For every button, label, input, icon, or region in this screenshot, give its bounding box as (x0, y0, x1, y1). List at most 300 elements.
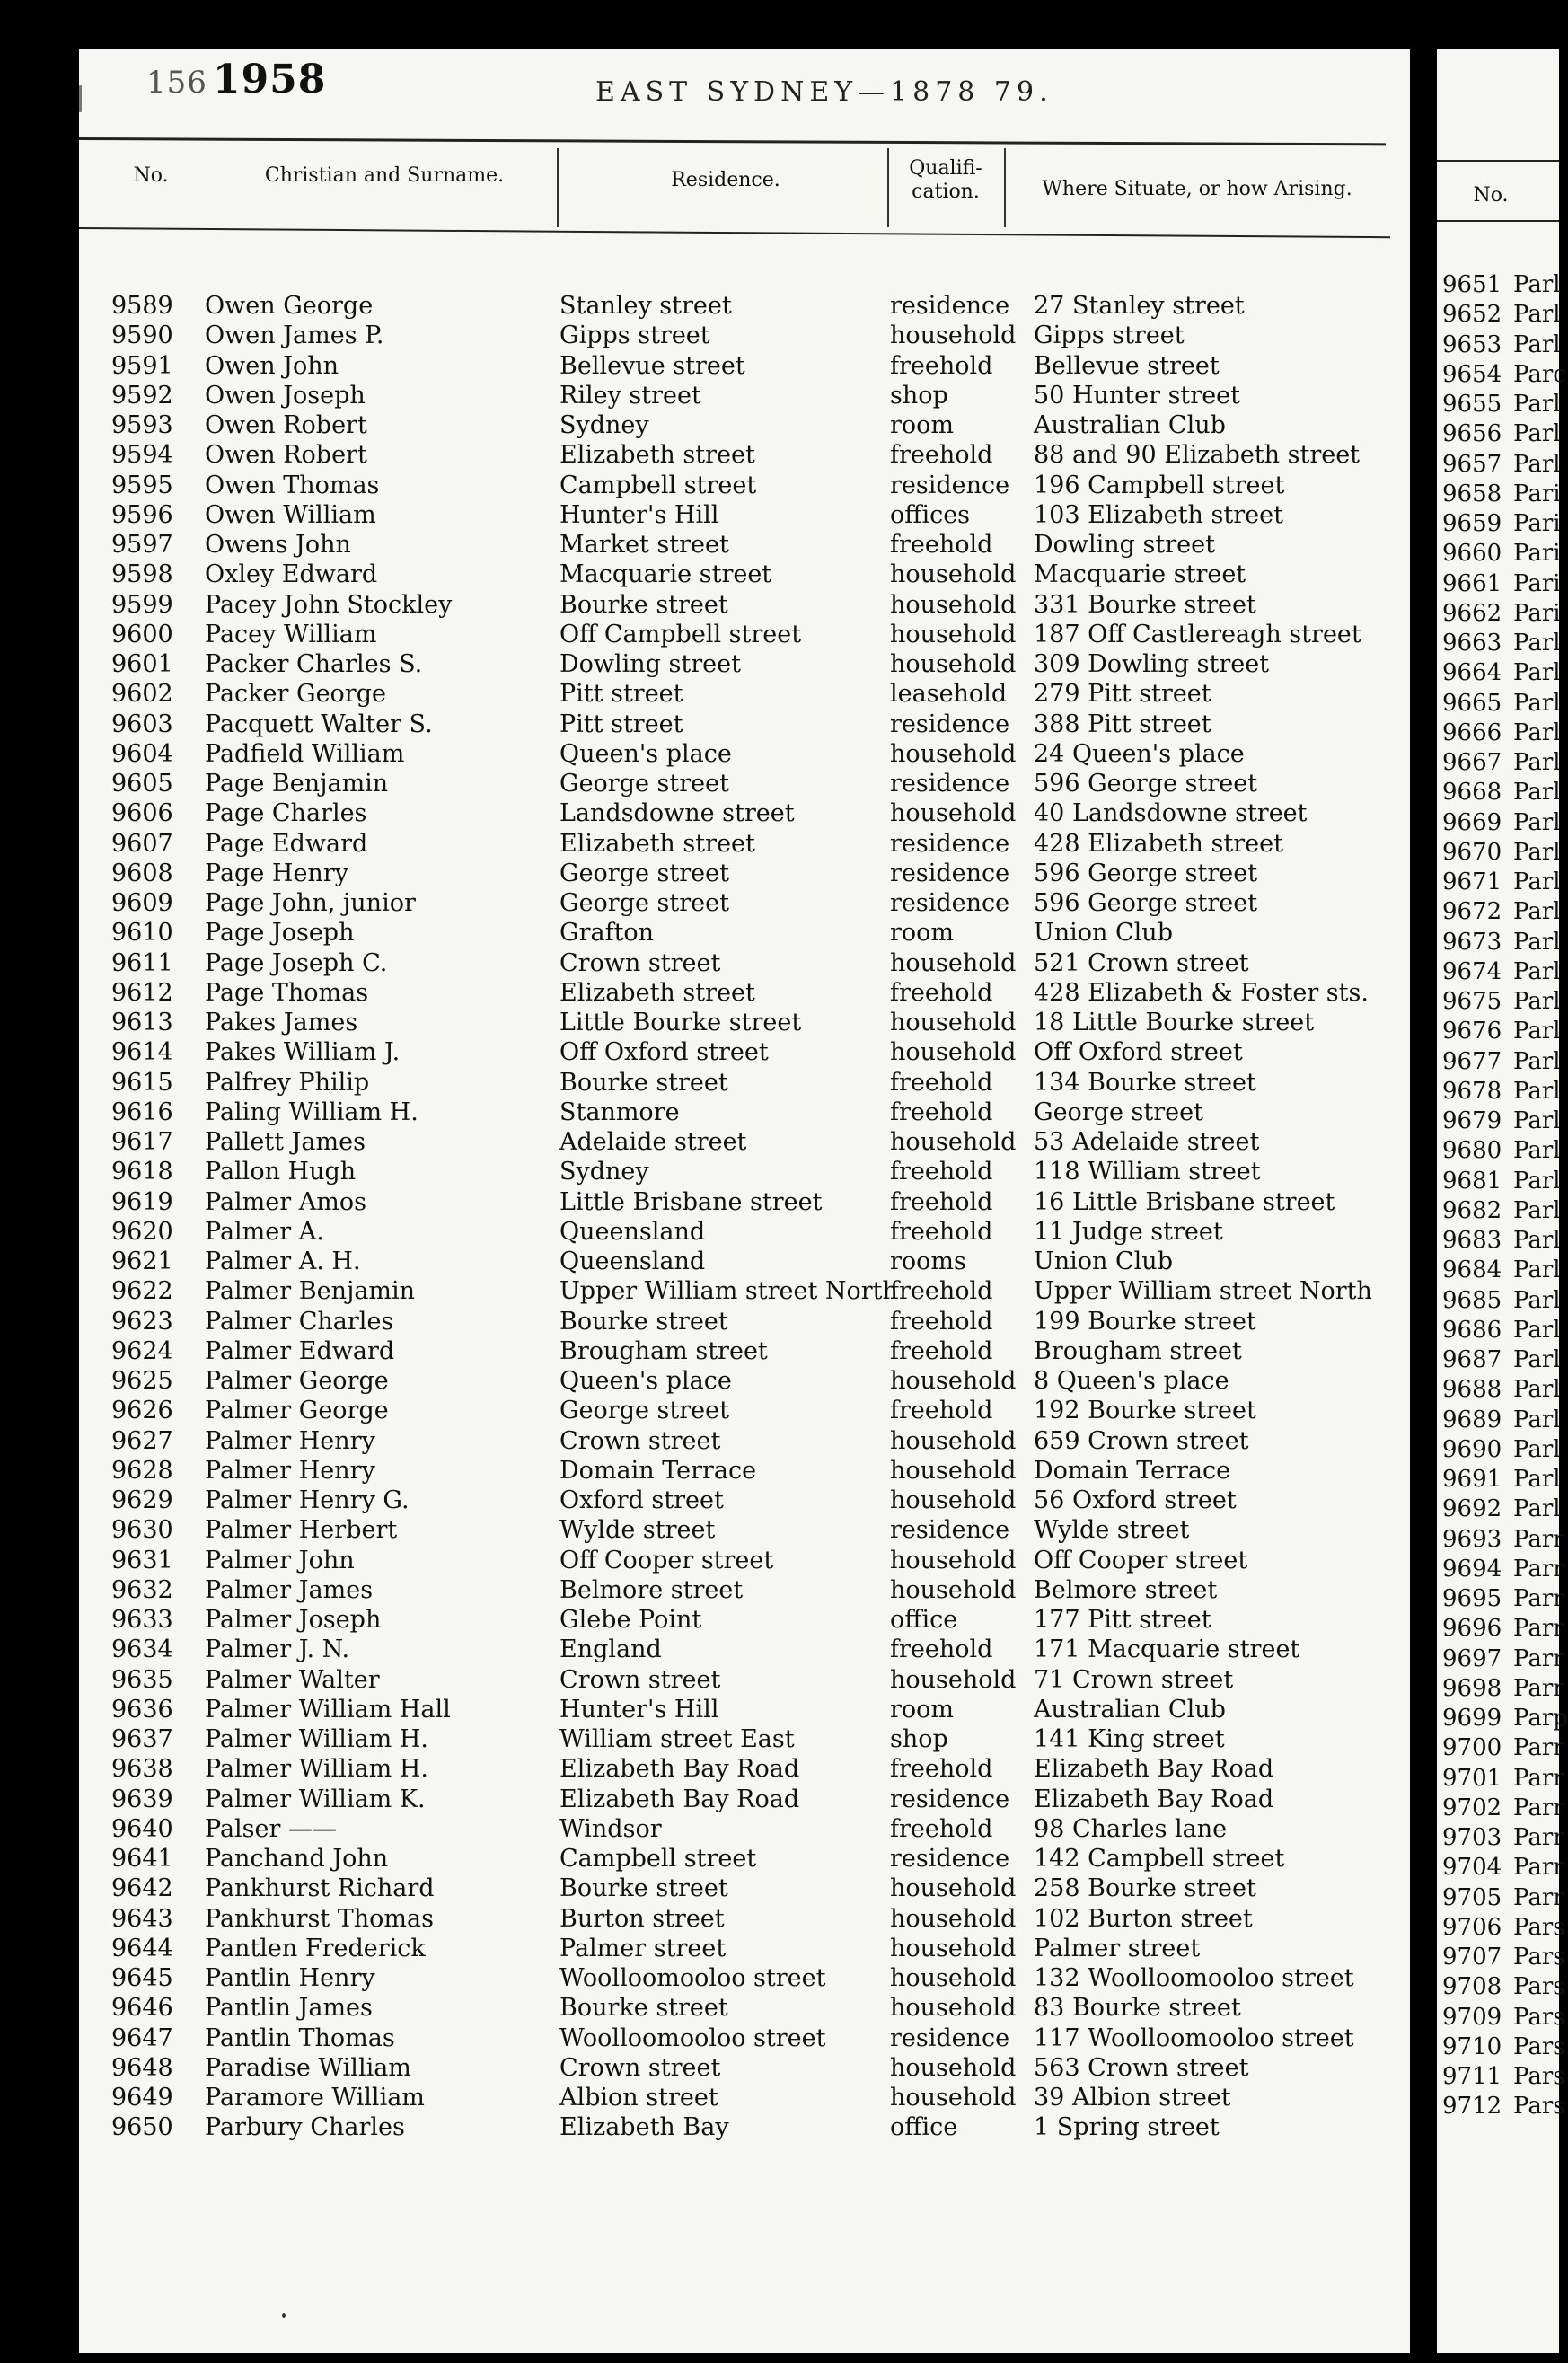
table-row (79, 292, 1410, 322)
entry-residence: Grafton (559, 919, 655, 948)
table-row (79, 1098, 1410, 1128)
entry-number: 9616 (111, 1098, 173, 1126)
entry-residence: Off Oxford street (559, 1038, 769, 1067)
facing-table-row (1437, 1227, 1559, 1256)
facing-table-row (1437, 809, 1559, 839)
facing-entry-name: Parl (1513, 749, 1561, 776)
entry-number: 9602 (111, 680, 173, 709)
facing-table-row (1437, 779, 1559, 808)
entry-qualification: residence (890, 770, 1010, 798)
facing-entry-number: 9686 (1442, 1316, 1502, 1344)
entry-residence: George street (559, 889, 729, 917)
facing-entry-name: Parr (1513, 1644, 1564, 1672)
entry-qualification: shop (890, 381, 948, 410)
table-row (79, 1457, 1410, 1486)
column-header-qualification: Qualifi- cation. (909, 157, 982, 203)
entry-qualification: household (890, 650, 1017, 678)
table-row (79, 710, 1410, 740)
entry-number: 9641 (111, 1845, 173, 1873)
facing-header-rule-bottom (1437, 220, 1559, 222)
entry-residence: Glebe Point (559, 1606, 702, 1634)
entry-qualification: freehold (890, 1755, 993, 1784)
entry-qualification: household (890, 1426, 1017, 1455)
entry-name: Pakes William J. (205, 1038, 401, 1067)
entry-name: Palmer Henry (205, 1456, 375, 1485)
facing-entry-name: Parl (1513, 988, 1561, 1015)
facing-entry-number: 9689 (1442, 1406, 1502, 1433)
entry-where-situate: 428 Elizabeth street (1034, 829, 1283, 858)
entry-residence: Riley street (559, 381, 701, 410)
entry-where-situate: Union Club (1034, 919, 1173, 948)
entry-qualification: freehold (890, 1397, 993, 1425)
speck-mark (282, 2313, 286, 2318)
entry-name: Palmer John (205, 1546, 355, 1574)
facing-table-row (1437, 570, 1559, 600)
facing-entry-name: Pars (1513, 1944, 1565, 1971)
facing-entry-name: Parl (1513, 928, 1561, 956)
facing-entry-name: Parl (1513, 898, 1561, 926)
table-row (79, 441, 1410, 471)
facing-entry-name: Parl (1513, 689, 1561, 717)
entry-number: 9601 (111, 650, 173, 678)
facing-table-row (1437, 301, 1559, 331)
entry-name: Pankhurst Thomas (205, 1904, 434, 1933)
facing-entry-name: Parl (1513, 271, 1561, 298)
entry-where-situate: 39 Albion street (1034, 2084, 1231, 2112)
entry-residence: Dowling street (559, 650, 741, 678)
facing-entry-number: 9692 (1442, 1495, 1502, 1523)
facing-table-row (1437, 1913, 1565, 1944)
entry-where-situate: 50 Hunter street (1034, 381, 1241, 410)
entry-number: 9631 (111, 1546, 173, 1574)
entry-number: 9609 (111, 889, 173, 917)
facing-page (1437, 49, 1568, 2353)
facing-table-row (1437, 1078, 1559, 1107)
facing-entry-number: 9707 (1442, 1944, 1502, 1971)
entry-number: 9625 (111, 1367, 173, 1395)
header-rule-top (79, 137, 1386, 145)
entry-residence: Adelaide street (559, 1128, 747, 1156)
entry-where-situate: 428 Elizabeth & Foster sts. (1034, 978, 1369, 1007)
entry-number: 9596 (111, 500, 173, 529)
entry-where-situate: 192 Bourke street (1034, 1397, 1256, 1425)
facing-entry-name: Pars (1513, 1913, 1565, 1941)
entry-qualification: freehold (890, 1636, 993, 1664)
facing-table-row (1437, 1256, 1559, 1286)
facing-entry-number: 9673 (1442, 928, 1502, 956)
table-row (79, 860, 1410, 889)
facing-entry-number: 9698 (1442, 1674, 1502, 1702)
facing-table-row (1437, 1644, 1564, 1675)
entry-name: Panchand John (205, 1845, 389, 1873)
entry-residence: Domain Terrace (559, 1456, 757, 1485)
entry-name: Palfrey Philip (205, 1068, 370, 1097)
table-row (79, 740, 1410, 770)
entry-qualification: offices (890, 500, 971, 529)
entry-number: 9637 (111, 1725, 173, 1753)
facing-table-row (1437, 1555, 1564, 1585)
facing-entry-name: Pars (1513, 1973, 1565, 2001)
entry-residence: Campbell street (559, 471, 757, 499)
entry-qualification: residence (890, 710, 1010, 738)
facing-entry-number: 9653 (1442, 331, 1502, 358)
entry-number: 9624 (111, 1336, 173, 1365)
entry-qualification: freehold (890, 351, 993, 380)
facing-entry-name: Parl (1513, 301, 1561, 329)
table-row (79, 2084, 1410, 2113)
entry-qualification: freehold (890, 1814, 993, 1843)
facing-entry-number: 9657 (1442, 450, 1502, 478)
entry-name: Palmer Charles (205, 1307, 394, 1336)
entry-residence: Pitt street (559, 710, 683, 738)
entry-residence: Macquarie street (559, 560, 772, 589)
facing-table-row (1437, 1883, 1564, 1914)
entry-number: 9627 (111, 1426, 173, 1455)
table-row (79, 1845, 1410, 1874)
table-row (79, 1427, 1410, 1457)
entry-name: Pakes James (205, 1009, 358, 1036)
entry-number: 9617 (111, 1128, 173, 1156)
facing-table-row (1437, 1615, 1564, 1644)
table-row (79, 1009, 1410, 1038)
facing-table-row (1437, 749, 1559, 779)
facing-entry-number: 9688 (1442, 1376, 1502, 1404)
entry-qualification: household (890, 1009, 1017, 1036)
entry-where-situate: Belmore street (1034, 1575, 1218, 1604)
table-row (79, 949, 1410, 979)
table-row (79, 680, 1410, 710)
entry-number: 9635 (111, 1665, 173, 1694)
facing-entry-name: Parl (1513, 1376, 1561, 1404)
entry-number: 9639 (111, 1785, 173, 1813)
table-row (79, 591, 1410, 621)
entry-where-situate: Domain Terrace (1034, 1456, 1231, 1485)
entry-name: Palmer Walter (205, 1665, 380, 1694)
entry-qualification: household (890, 620, 1017, 648)
facing-table-row (1437, 1018, 1559, 1047)
table-row (79, 1725, 1410, 1755)
facing-entry-number: 9658 (1442, 480, 1502, 507)
facing-table-row (1437, 481, 1559, 510)
entry-where-situate: 118 William street (1034, 1158, 1261, 1186)
entry-where-situate: 521 Crown street (1034, 948, 1249, 977)
facing-entry-name: Parl (1513, 1406, 1561, 1433)
entry-where-situate: 563 Crown street (1034, 2053, 1249, 2082)
entry-name: Palmer Henry (205, 1426, 375, 1455)
entry-number: 9622 (111, 1277, 173, 1306)
entry-number: 9612 (111, 978, 173, 1007)
entry-qualification: household (890, 1575, 1017, 1604)
facing-table-row (1437, 719, 1559, 749)
entry-name: Packer George (205, 680, 386, 709)
table-row (79, 411, 1410, 441)
entry-qualification: residence (890, 1516, 1010, 1545)
entry-number: 9649 (111, 2084, 173, 2112)
entry-where-situate: 331 Bourke street (1034, 590, 1256, 619)
table-row (79, 979, 1410, 1009)
entry-number: 9648 (111, 2053, 173, 2082)
facing-entry-number: 9651 (1442, 271, 1502, 298)
facing-table-row (1437, 1197, 1559, 1227)
entry-qualification: household (890, 322, 1017, 350)
facing-entry-name: Parl (1513, 719, 1561, 746)
facing-entry-name: Parl (1513, 630, 1561, 657)
facing-table-row (1437, 1585, 1564, 1615)
table-row (79, 322, 1410, 351)
facing-entry-number: 9712 (1442, 2093, 1502, 2121)
facing-table-row (1437, 1048, 1559, 1078)
entry-residence: Bourke street (559, 590, 728, 619)
table-row (79, 1038, 1410, 1068)
entry-qualification: residence (890, 889, 1010, 917)
facing-table-row (1437, 1764, 1564, 1794)
column-header-no: No. (133, 164, 169, 187)
entry-number: 9593 (111, 411, 173, 439)
entry-where-situate: 27 Stanley street (1034, 292, 1245, 320)
entry-where-situate: 117 Woolloomooloo street (1034, 2024, 1354, 2052)
table-row (79, 799, 1410, 829)
entry-number: 9629 (111, 1486, 173, 1514)
facing-entry-name: Parl (1513, 868, 1561, 895)
entry-where-situate: 16 Little Brisbane street (1034, 1187, 1335, 1216)
entry-name: Page Edward (205, 829, 368, 858)
facing-table-row (1437, 2032, 1565, 2063)
entry-where-situate: 177 Pitt street (1034, 1606, 1211, 1634)
entry-number: 9650 (111, 2113, 173, 2142)
entry-residence: William street East (559, 1725, 795, 1753)
entry-name: Palmer A. H. (205, 1248, 361, 1275)
entry-name: Page Joseph C. (205, 948, 388, 977)
facing-table-row (1437, 1317, 1559, 1346)
facing-entry-name: Pars (1513, 2093, 1565, 2121)
entry-number: 9594 (111, 441, 173, 470)
entry-residence: England (559, 1636, 662, 1664)
facing-table-row (1437, 391, 1559, 420)
facing-entry-name: Parl (1513, 1107, 1561, 1134)
entry-name: Page Thomas (205, 978, 369, 1007)
entry-qualification: residence (890, 829, 1010, 858)
facing-table-row (1437, 360, 1566, 391)
entry-where-situate: Off Cooper street (1034, 1546, 1248, 1574)
entry-where-situate: 88 and 90 Elizabeth street (1034, 441, 1361, 470)
table-row (79, 1755, 1410, 1785)
entry-residence: Market street (559, 531, 729, 559)
facing-table-row (1437, 1944, 1565, 1973)
entry-name: Palmer James (205, 1575, 374, 1604)
table-row (79, 2054, 1410, 2084)
entry-residence: Crown street (559, 1426, 721, 1455)
facing-entry-name: Parc (1513, 360, 1566, 388)
facing-entry-number: 9701 (1442, 1764, 1502, 1792)
entry-name: Pallett James (205, 1128, 366, 1156)
entry-where-situate: 142 Campbell street (1034, 1845, 1285, 1873)
entry-where-situate: 659 Crown street (1034, 1426, 1249, 1455)
entry-where-situate: Elizabeth Bay Road (1034, 1755, 1274, 1784)
entry-residence: George street (559, 770, 729, 798)
entry-residence: Queen's place (559, 739, 732, 768)
entry-qualification: freehold (890, 1187, 993, 1216)
table-row (79, 830, 1410, 860)
entry-where-situate: 132 Woolloomooloo street (1034, 1964, 1354, 1992)
facing-entry-number: 9674 (1442, 957, 1502, 985)
facing-table-row (1437, 600, 1559, 630)
entry-qualification: household (890, 1934, 1017, 1962)
facing-entry-name: Parp (1513, 1705, 1568, 1732)
entry-where-situate: 83 Bourke street (1034, 1994, 1241, 2023)
facing-entry-number: 9685 (1442, 1286, 1502, 1314)
entry-where-situate: Australian Club (1034, 1695, 1226, 1724)
facing-column-header-no: No. (1473, 184, 1509, 207)
table-row (79, 1277, 1410, 1307)
entry-number: 9599 (111, 590, 173, 619)
entry-name: Pacey William (205, 620, 377, 648)
entry-qualification: household (890, 948, 1017, 977)
entry-qualification: household (890, 2084, 1017, 2112)
entry-residence: Sydney (559, 1158, 649, 1186)
entry-residence: Queen's place (559, 1367, 732, 1395)
facing-table-row (1437, 958, 1559, 988)
running-title: EAST SYDNEY—1878 79. (595, 76, 1053, 108)
entry-where-situate: 71 Crown street (1034, 1665, 1234, 1694)
facing-entry-name: Parr (1513, 1585, 1564, 1612)
facing-entry-name: Parl (1513, 1227, 1561, 1254)
entry-qualification: office (890, 1606, 958, 1634)
facing-entry-name: Parl (1513, 391, 1561, 418)
entry-where-situate: 56 Oxford street (1034, 1486, 1237, 1514)
entry-qualification: household (890, 1128, 1017, 1156)
entry-number: 9610 (111, 919, 173, 948)
facing-entry-name: Parl (1513, 1316, 1561, 1344)
facing-entry-number: 9666 (1442, 719, 1502, 746)
entry-name: Paradise William (205, 2053, 411, 2082)
facing-entry-number: 9678 (1442, 1077, 1502, 1105)
facing-entry-number: 9682 (1442, 1196, 1502, 1224)
table-row (79, 1308, 1410, 1337)
facing-entry-number: 9702 (1442, 1794, 1502, 1821)
column-divider-1 (557, 148, 559, 227)
facing-entry-number: 9667 (1442, 749, 1502, 776)
entry-name: Oxley Edward (205, 560, 378, 589)
facing-table-row (1437, 1854, 1564, 1883)
entry-qualification: household (890, 1456, 1017, 1485)
entry-number: 9645 (111, 1964, 173, 1992)
entry-qualification: household (890, 1367, 1017, 1395)
facing-entry-number: 9700 (1442, 1734, 1502, 1762)
table-row (79, 621, 1410, 650)
table-row (79, 472, 1410, 501)
facing-entry-number: 9696 (1442, 1615, 1502, 1643)
entry-number: 9592 (111, 381, 173, 410)
facing-entry-number: 9652 (1442, 301, 1502, 329)
facing-table-row (1437, 1674, 1564, 1705)
entry-where-situate: Bellevue street (1034, 351, 1220, 380)
table-row (79, 1486, 1410, 1516)
entry-qualification: household (890, 560, 1017, 589)
facing-entry-name: Parr (1513, 1674, 1564, 1702)
entry-qualification: household (890, 1874, 1017, 1903)
facing-table-row (1437, 331, 1559, 361)
entry-qualification: household (890, 1486, 1017, 1514)
entry-qualification: freehold (890, 1158, 993, 1186)
table-row (79, 1815, 1410, 1845)
entry-name: Owen John (205, 351, 339, 380)
facing-entry-name: Parl (1513, 1286, 1561, 1314)
facing-entry-name: Parr (1513, 1854, 1564, 1882)
entry-where-situate: Union Club (1034, 1248, 1173, 1275)
entry-residence: Belmore street (559, 1575, 744, 1604)
entry-where-situate: 187 Off Castlereagh street (1034, 620, 1361, 648)
facing-entry-number: 9665 (1442, 689, 1502, 717)
entry-where-situate: 596 George street (1034, 889, 1258, 917)
entry-where-situate: Wylde street (1034, 1516, 1190, 1545)
facing-entry-name: Parr (1513, 1615, 1564, 1643)
table-row (79, 531, 1410, 560)
entry-where-situate: George street (1034, 1098, 1203, 1126)
facing-entry-number: 9704 (1442, 1854, 1502, 1882)
entry-name: Pantlin James (205, 1994, 373, 2023)
entry-residence: Woolloomooloo street (559, 2024, 826, 2052)
entry-residence: Oxford street (559, 1486, 724, 1514)
entry-qualification: residence (890, 2024, 1010, 2052)
table-row (79, 770, 1410, 799)
table-row (79, 1069, 1410, 1098)
facing-entry-name: Parr (1513, 1764, 1564, 1792)
entry-name: Owens John (205, 531, 351, 559)
entry-residence: Hunter's Hill (559, 1695, 719, 1724)
table-row (79, 919, 1410, 948)
facing-table-row (1437, 2093, 1565, 2122)
facing-entry-name: Parl (1513, 450, 1561, 478)
facing-entry-number: 9690 (1442, 1435, 1502, 1463)
facing-entry-name: Parl (1513, 838, 1561, 866)
entry-number: 9632 (111, 1575, 173, 1604)
entry-name: Palmer A. (205, 1217, 324, 1246)
entry-residence: Little Bourke street (559, 1009, 802, 1036)
facing-table-row (1437, 1287, 1559, 1317)
entry-number: 9608 (111, 859, 173, 887)
table-row (79, 1666, 1410, 1696)
entry-number: 9647 (111, 2024, 173, 2052)
entry-residence: Bourke street (559, 1068, 728, 1097)
entry-where-situate: 11 Judge street (1034, 1217, 1223, 1246)
entry-number: 9600 (111, 620, 173, 648)
entry-name: Pantlin Henry (205, 1964, 375, 1992)
entry-where-situate: Macquarie street (1034, 560, 1246, 589)
facing-table-row (1437, 1973, 1565, 2003)
entry-name: Owen Joseph (205, 381, 366, 410)
entry-number: 9614 (111, 1038, 173, 1067)
entry-name: Page Joseph (205, 919, 355, 948)
table-row (79, 1367, 1410, 1397)
page-number-faint: 156 (146, 65, 207, 101)
entry-residence: Campbell street (559, 1845, 757, 1873)
entry-qualification: freehold (890, 1336, 993, 1365)
entry-residence: Sydney (559, 411, 649, 439)
column-divider-3 (1004, 148, 1006, 227)
entry-qualification: household (890, 1038, 1017, 1067)
table-row (79, 1994, 1410, 2024)
entry-name: Palmer Joseph (205, 1606, 382, 1634)
entry-name: Pacey John Stockley (205, 590, 453, 619)
entry-where-situate: 134 Bourke street (1034, 1068, 1256, 1097)
facing-entry-name: Parl (1513, 1137, 1561, 1165)
entry-number: 9607 (111, 829, 173, 858)
facing-entry-name: Parl (1513, 1346, 1561, 1373)
entry-name: Owen George (205, 292, 374, 320)
entry-name: Page John, junior (205, 889, 416, 917)
entry-name: Palmer Edward (205, 1336, 395, 1365)
entry-qualification: freehold (890, 978, 993, 1007)
